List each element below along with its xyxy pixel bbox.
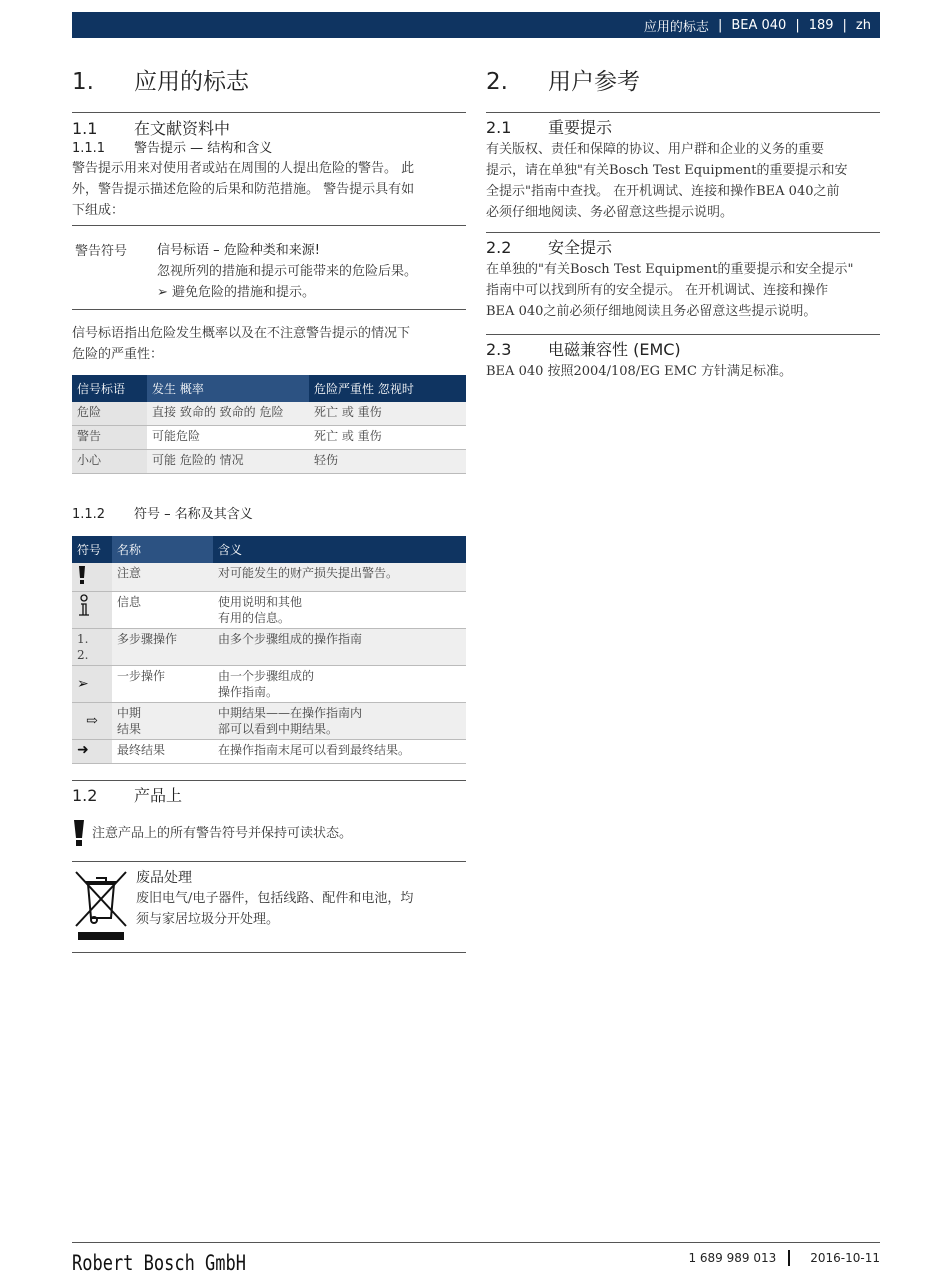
arrowhead-icon: ➢ (77, 676, 89, 692)
table-row (72, 563, 466, 592)
bold-arrow-icon: ➜ (77, 742, 89, 758)
weee-bin-icon (72, 868, 130, 942)
column-header: 信号标语 (72, 375, 147, 402)
table-row (72, 426, 466, 450)
table-cell: 可能 危险的 情况 (147, 450, 309, 474)
info-icon (77, 594, 91, 618)
arrowhead-icon: ➢ (157, 285, 168, 300)
header-product: BEA 040 (731, 17, 787, 33)
table-cell: 中期结果——在操作指南内 部可以看到中期结果。 (213, 703, 466, 740)
warning-symbol-label: 警告符号 (75, 244, 128, 259)
signal-word-paragraph: 信号标语指出危险发生概率以及在不注意警告提示的情况下 危险的严重性： (72, 326, 411, 362)
table-cell: 由多个步骤组成的操作指南 (213, 629, 466, 666)
column-header: 名称 (112, 536, 213, 563)
table-cell (72, 629, 112, 666)
warning-structure-box (72, 225, 466, 310)
table-cell: 小心 (72, 450, 147, 474)
divider (486, 334, 880, 335)
section-1-1-1-title: 1.1.1 警告提示 — 结构和含义 (72, 141, 273, 156)
product-warning-note: 注意产品上的所有警告符号并保持可读状态。 (72, 819, 466, 847)
table-cell: 危险 (72, 402, 147, 426)
left-column (72, 62, 466, 953)
divider (486, 232, 880, 233)
table-row (72, 592, 466, 629)
safety-notes-paragraph: 在单独的"有关Bosch Test Equipment的重要提示和安全提示" 指南中可以找到所有的安全提示。 在开机调试、连接和操作 BEA 040之前必须仔细地阅读且务必留意这些提示说明。 (486, 262, 854, 319)
table-cell: 多步骤操作 (112, 629, 213, 666)
hollow-arrow-icon: ⇨ (86, 713, 98, 729)
disposal-box (72, 861, 466, 953)
document-number: 1 689 989 013 (688, 1251, 777, 1265)
measure-text: ➢ 避免危险的措施和提示。 (157, 285, 316, 300)
table-row (72, 666, 466, 703)
table-cell: 轻伤 (309, 450, 466, 474)
chapter-2-title: 2. 用户参考 (486, 69, 640, 95)
header-page: 189 (808, 17, 834, 33)
column-header: 发生 概率 (147, 375, 309, 402)
table-row (72, 402, 466, 426)
section-2-2-title: 2.2 安全提示 (486, 238, 613, 257)
table-cell: 在操作指南末尾可以看到最终结果。 (213, 740, 466, 764)
table-cell: 对可能发生的财产损失提出警告。 (213, 563, 466, 592)
important-notes-paragraph: 有关版权、责任和保障的协议、用户群和企业的义务的重要 提示，请在单独"有关Bosch Test Equipment的重要提示和安 全提示"指南中查找。 在开机调试、连接和操作BEA 040之前 必须仔细地阅读、务必留意这些提示说明。 (486, 142, 848, 220)
table-cell: 使用说明和其他 有用的信息。 (213, 592, 466, 629)
table-row (72, 629, 466, 666)
signal-word-heading: 信号标语 – 危险种类和来源! (157, 243, 320, 258)
symbol-table (72, 536, 466, 764)
chapter-1-title: 1. 应用的标志 (72, 69, 249, 95)
footer-separator (788, 1250, 790, 1266)
disposal-text: 废旧电气/电子器件，包括线路、配件和电池，均 须与家居垃圾分开处理。 (136, 891, 414, 927)
divider (72, 780, 466, 781)
right-column (486, 62, 880, 382)
warning-intro-paragraph: 警告提示用来对使用者或站在周围的人提出危险的警告。 此 外，警告提示描述危险的后果和防范措施。 警告提示具有如 下组成： (72, 161, 415, 218)
table-cell: 中期 结果 (112, 703, 213, 740)
table-cell: 信息 (112, 592, 213, 629)
divider (486, 112, 880, 113)
header-divider: | (717, 17, 723, 33)
divider (72, 112, 466, 113)
column-header: 含义 (213, 536, 466, 563)
company-name: Robert Bosch GmbH (72, 1251, 246, 1276)
table-cell (72, 592, 112, 629)
section-1-1-2-title: 1.1.2 符号 – 名称及其含义 (72, 507, 253, 522)
table-cell: 可能危险 (147, 426, 309, 450)
steps-icon: 1. 2. (77, 632, 89, 662)
table-header-row (72, 536, 466, 563)
table-cell (72, 740, 112, 764)
table-row (72, 740, 466, 764)
consequence-text: 忽视所列的措施和提示可能带来的危险后果。 (157, 264, 418, 279)
section-2-1-title: 2.1 重要提示 (486, 118, 613, 137)
table-row (72, 703, 466, 740)
header-divider: | (842, 17, 847, 33)
disposal-title: 废品处理 (136, 870, 192, 886)
section-2-3-title: 2.3 电磁兼容性 (EMC) (486, 340, 681, 359)
table-cell: 死亡 或 重伤 (309, 402, 466, 426)
signal-word-table (72, 375, 466, 474)
table-cell (72, 666, 112, 703)
section-1-2-title: 1.2 产品上 (72, 786, 183, 805)
document-date: 2016-10-11 (810, 1251, 880, 1265)
header-lang: zh (855, 17, 871, 33)
table-cell: 警告 (72, 426, 147, 450)
table-cell: 由一个步骤组成的 操作指南。 (213, 666, 466, 703)
table-cell: 死亡 或 重伤 (309, 426, 466, 450)
exclamation-icon (77, 565, 87, 585)
header-divider: | (795, 17, 800, 33)
table-header-row (72, 375, 466, 402)
emc-paragraph: BEA 040 按照2004/108/EG EMC 方针满足标准。 (486, 364, 793, 379)
column-header: 符号 (72, 536, 112, 563)
table-cell (72, 703, 112, 740)
table-cell: 注意 (112, 563, 213, 592)
header-bar (72, 12, 880, 38)
exclamation-icon (72, 819, 86, 847)
footer-info (688, 1250, 880, 1266)
section-1-1-title: 1.1 在文献资料中 (72, 119, 231, 138)
footer-divider (72, 1242, 880, 1243)
column-header: 危险严重性 忽视时 (309, 375, 466, 402)
table-cell: 直接 致命的 致命的 危险 (147, 402, 309, 426)
table-cell: 一步操作 (112, 666, 213, 703)
table-row (72, 450, 466, 474)
table-cell: 最终结果 (112, 740, 213, 764)
table-cell (72, 563, 112, 592)
header-section: 应用的标志 (643, 19, 709, 35)
